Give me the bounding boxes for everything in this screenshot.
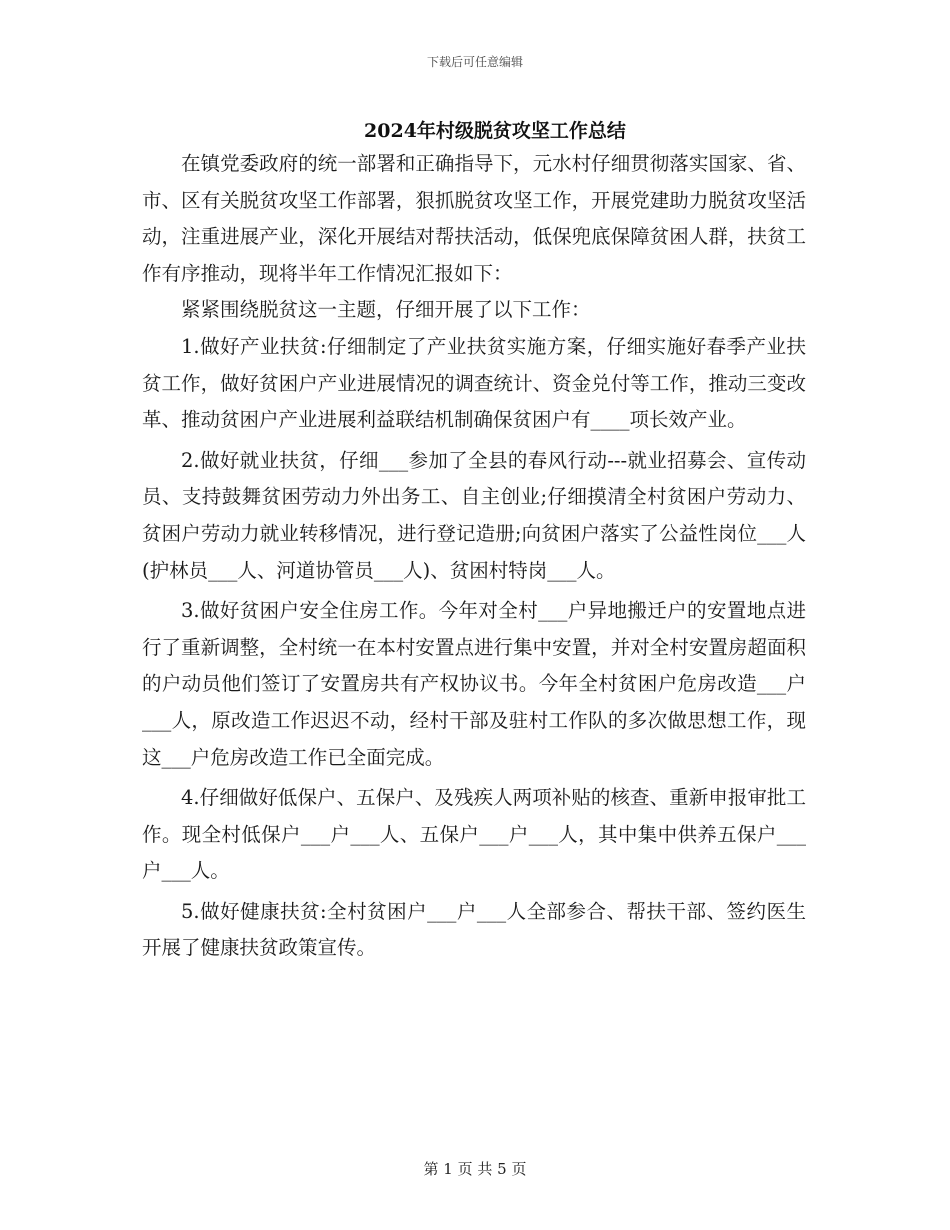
paragraph-intro: 在镇党委政府的统一部署和正确指导下，元水村仔细贯彻落实国家、省、市、区有关脱贫攻坚工作部署，狠抓脱贫攻坚工作，开展党建助力脱贫攻坚活动，注重进展产业，深化开展结对帮扶活动，低保兜底保障贫困人群，扶贫工作有序推动，现将半年工作情况汇报如下： xyxy=(142,152,806,285)
paragraph-lead: 紧紧围绕脱贫这一主题，仔细开展了以下工作： xyxy=(181,298,591,322)
document-title: 2024年村级脱贫攻坚工作总结 xyxy=(364,120,626,142)
header-note: 下载后可任意编辑 xyxy=(426,55,523,69)
page-number: 第 1 页 共 5 页 xyxy=(423,1160,527,1178)
paragraph-industry-poverty-relief: 1.做好产业扶贫:仔细制定了产业扶贫实施方案，仔细实施好春季产业扶贫工作，做好贫困户产业进展情况的调查统计、资金兑付等工作，推动三变改革、推动贫困户产业进展利益联结机制确保贫困户有____项长效产业。 xyxy=(142,334,806,432)
paragraph-housing-safety: 3.做好贫困户安全住房工作。今年对全村___户异地搬迁户的安置地点进行了重新调整，全村统一在本村安置点进行集中安置，并对全村安置房超面积的户动员他们签订了安置房共有产权协议书。今年全村贫困户危房改造___户___人，原改造工作迟迟不动，经村干部及驻村工作队的多次做思想工作，现这___户危房改造工作已全面完成。 xyxy=(142,599,806,769)
document-body xyxy=(142,146,806,967)
paragraph-health-poverty-relief: 5.做好健康扶贫:全村贫困户___户___人全部参合、帮扶干部、签约医生开展了健康扶贫政策宣传。 xyxy=(142,899,806,960)
paragraph-employment-poverty-relief: 2.做好就业扶贫，仔细___参加了全县的春风行动---就业招募会、宣传动员、支持鼓舞贫困劳动力外出务工、自主创业;仔细摸清全村贫困户劳动力、贫困户劳动力就业转移情况，进行登记造册;向贫困户落实了公益性岗位___人(护林员___人、河道协管员___人)、贫困村特岗___人。 xyxy=(142,448,806,582)
paragraph-subsidy-review: 4.仔细做好低保户、五保户、及残疾人两项补贴的核查、重新申报审批工作。现全村低保户___户___人、五保户___户___人，其中集中供养五保户___户___人。 xyxy=(142,786,806,883)
